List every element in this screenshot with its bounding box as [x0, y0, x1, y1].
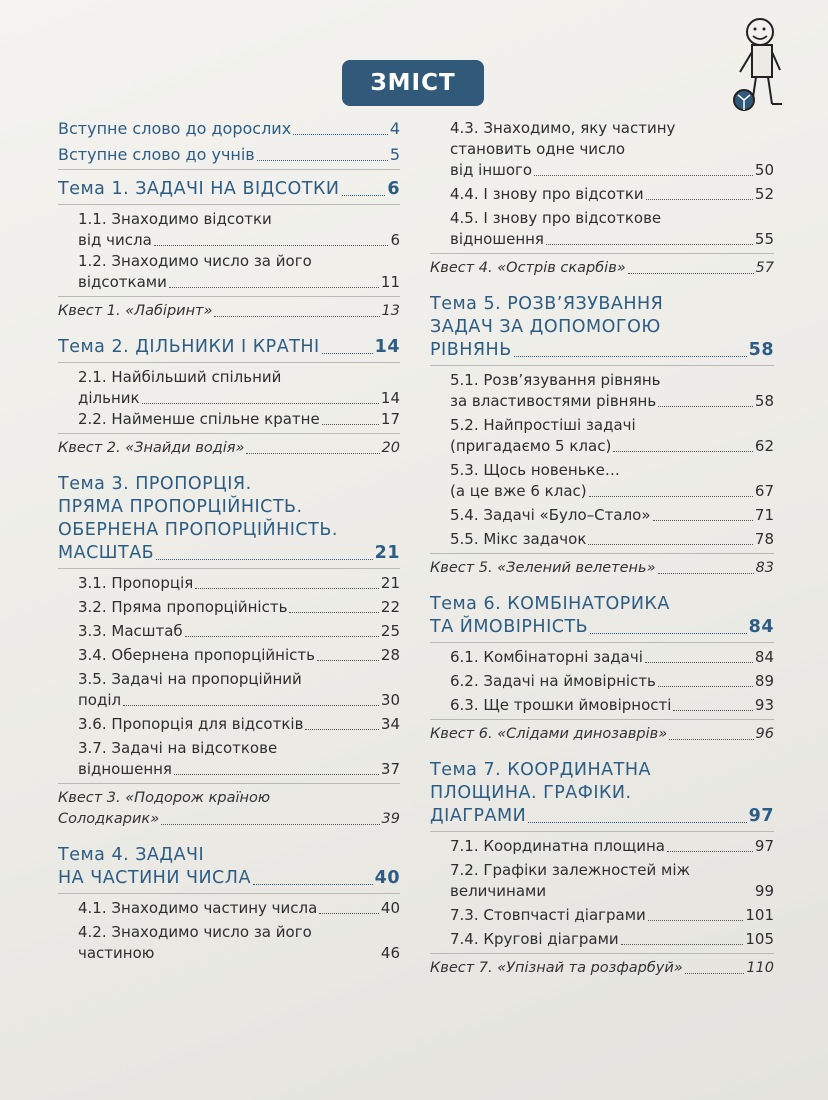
toc-subentry-line: становить одне число: [450, 140, 626, 158]
toc-subentry[interactable]: 3.1. Пропорція 21: [78, 574, 400, 592]
toc-subentry[interactable]: 6.2. Задачі на ймовірність 89: [450, 672, 774, 690]
toc-topic-1[interactable]: Тема 1. ЗАДАЧІ НА ВІДСОТКИ 6: [58, 179, 400, 199]
toc-subentry[interactable]: 3.3. Масштаб 25: [78, 622, 400, 640]
toc-topic-7-line: ПЛОЩИНА. ГРАФІКИ.: [430, 783, 632, 803]
toc-topic-6-line: Тема 6. КОМБІНАТОРИКА: [430, 594, 670, 614]
toc-entry[interactable]: Вступне слово до дорослих 4: [58, 119, 400, 138]
toc-quest-line: Квест 3. «Подорож країною: [58, 790, 271, 806]
toc-subentry[interactable]: відсотками 11: [78, 273, 400, 291]
toc-topic-6[interactable]: ТА ЙМОВІРНІСТЬ 84: [430, 617, 774, 637]
toc-subentry[interactable]: 5.5. Мікс задачок 78: [450, 530, 774, 548]
toc-subentry[interactable]: 7.3. Стовпчасті діаграми 101: [450, 906, 774, 924]
toc-quest[interactable]: Солодкарик» 39: [58, 811, 400, 827]
toc-subentry[interactable]: за властивостями рівнянь 58: [450, 392, 774, 410]
toc-subentry[interactable]: 7.4. Кругові діаграми 105: [450, 930, 774, 948]
toc-quest[interactable]: Квест 2. «Знайди водія» 20: [58, 440, 400, 456]
toc-subentry[interactable]: відношення 55: [450, 230, 774, 248]
toc-topic-2[interactable]: Тема 2. ДІЛЬНИКИ І КРАТНІ 14: [58, 337, 400, 357]
toc-subentry-line: 5.1. Розв’язування рівнянь: [450, 371, 661, 389]
toc-subentry[interactable]: 5.4. Задачі «Було–Стало» 71: [450, 506, 774, 524]
toc-topic-4[interactable]: НА ЧАСТИНИ ЧИСЛА 40: [58, 868, 400, 888]
toc-quest[interactable]: Квест 5. «Зелений велетень» 83: [430, 560, 774, 576]
toc-topic-3-line: Тема 3. ПРОПОРЦІЯ.: [58, 474, 252, 494]
toc-subentry-line: 4.5. І знову про відсоткове: [450, 209, 662, 227]
toc-right-column: [430, 118, 774, 979]
toc-entry[interactable]: Вступне слово до учнів 5: [58, 145, 400, 164]
toc-subentry[interactable]: 3.6. Пропорція для відсотків 34: [78, 715, 400, 733]
toc-subentry[interactable]: 4.4. І знову про відсотки 52: [450, 185, 774, 203]
toc-left-column: [58, 118, 400, 964]
toc-subentry[interactable]: 2.2. Найменше спільне кратне 17: [78, 410, 400, 428]
toc-topic-3-line: ОБЕРНЕНА ПРОПОРЦІЙНІСТЬ.: [58, 520, 338, 540]
toc-subentry-line: 1.1. Знаходимо відсотки: [78, 210, 272, 228]
toc-topic-7-line: Тема 7. КООРДИНАТНА: [430, 760, 651, 780]
toc-quest[interactable]: Квест 6. «Слідами динозаврів» 96: [430, 726, 774, 742]
toc-subentry-line: 3.7. Задачі на відсоткове: [78, 739, 278, 757]
toc-topic-5-line: Тема 5. РОЗВ’ЯЗУВАННЯ: [430, 294, 664, 314]
toc-subentry[interactable]: 3.4. Обернена пропорційність 28: [78, 646, 400, 664]
toc-subentry[interactable]: 3.2. Пряма пропорційність 22: [78, 598, 400, 616]
toc-topic-5-line: ЗАДАЧ ЗА ДОПОМОГОЮ: [430, 317, 661, 337]
toc-subentry-line: 7.2. Графіки залежностей між: [450, 861, 691, 879]
stick-figure-mascot-icon: [722, 14, 812, 114]
toc-topic-3[interactable]: МАСШТАБ 21: [58, 543, 400, 563]
toc-subentry-line: 4.2. Знаходимо число за його: [78, 923, 312, 941]
toc-subentry-line: 2.1. Найбільший спільний: [78, 368, 282, 386]
toc-subentry[interactable]: від іншого 50: [450, 161, 774, 179]
toc-subentry-line: 5.2. Найпростіші задачі: [450, 416, 636, 434]
toc-subentry[interactable]: дільник 14: [78, 389, 400, 407]
toc-subentry[interactable]: від числа 6: [78, 231, 400, 249]
toc-topic-4-line: Тема 4. ЗАДАЧІ: [58, 845, 205, 865]
toc-subentry[interactable]: частиною 46: [78, 944, 400, 962]
toc-topic-3-line: ПРЯМА ПРОПОРЦІЙНІСТЬ.: [58, 497, 303, 517]
toc-subentry[interactable]: (а це вже 6 клас) 67: [450, 482, 774, 500]
toc-subentry-line: 1.2. Знаходимо число за його: [78, 252, 312, 270]
toc-quest[interactable]: Квест 7. «Упізнай та розфарбуй» 110: [430, 960, 774, 976]
toc-subentry-line: 4.3. Знаходимо, яку частину: [450, 119, 676, 137]
toc-quest[interactable]: Квест 4. «Острів скарбів» 57: [430, 260, 774, 276]
toc-subentry[interactable]: 6.3. Ще трошки ймовірності 93: [450, 696, 774, 714]
toc-subentry[interactable]: величинами 99: [450, 882, 774, 900]
toc-subentry[interactable]: (пригадаємо 5 клас) 62: [450, 437, 774, 455]
page-title: ЗМІСТ: [342, 60, 484, 106]
toc-subentry[interactable]: відношення 37: [78, 760, 400, 778]
toc-quest[interactable]: Квест 1. «Лабіринт» 13: [58, 303, 400, 319]
toc-subentry[interactable]: 6.1. Комбінаторні задачі 84: [450, 648, 774, 666]
toc-subentry-line: 5.3. Щось новеньке…: [450, 461, 620, 479]
toc-subentry[interactable]: поділ 30: [78, 691, 400, 709]
toc-topic-5[interactable]: РІВНЯНЬ 58: [430, 340, 774, 360]
toc-subentry[interactable]: 4.1. Знаходимо частину числа 40: [78, 899, 400, 917]
toc-subentry-line: 3.5. Задачі на пропорційний: [78, 670, 302, 688]
toc-topic-7[interactable]: ДІАГРАМИ 97: [430, 806, 774, 826]
toc-subentry[interactable]: 7.1. Координатна площина 97: [450, 837, 774, 855]
